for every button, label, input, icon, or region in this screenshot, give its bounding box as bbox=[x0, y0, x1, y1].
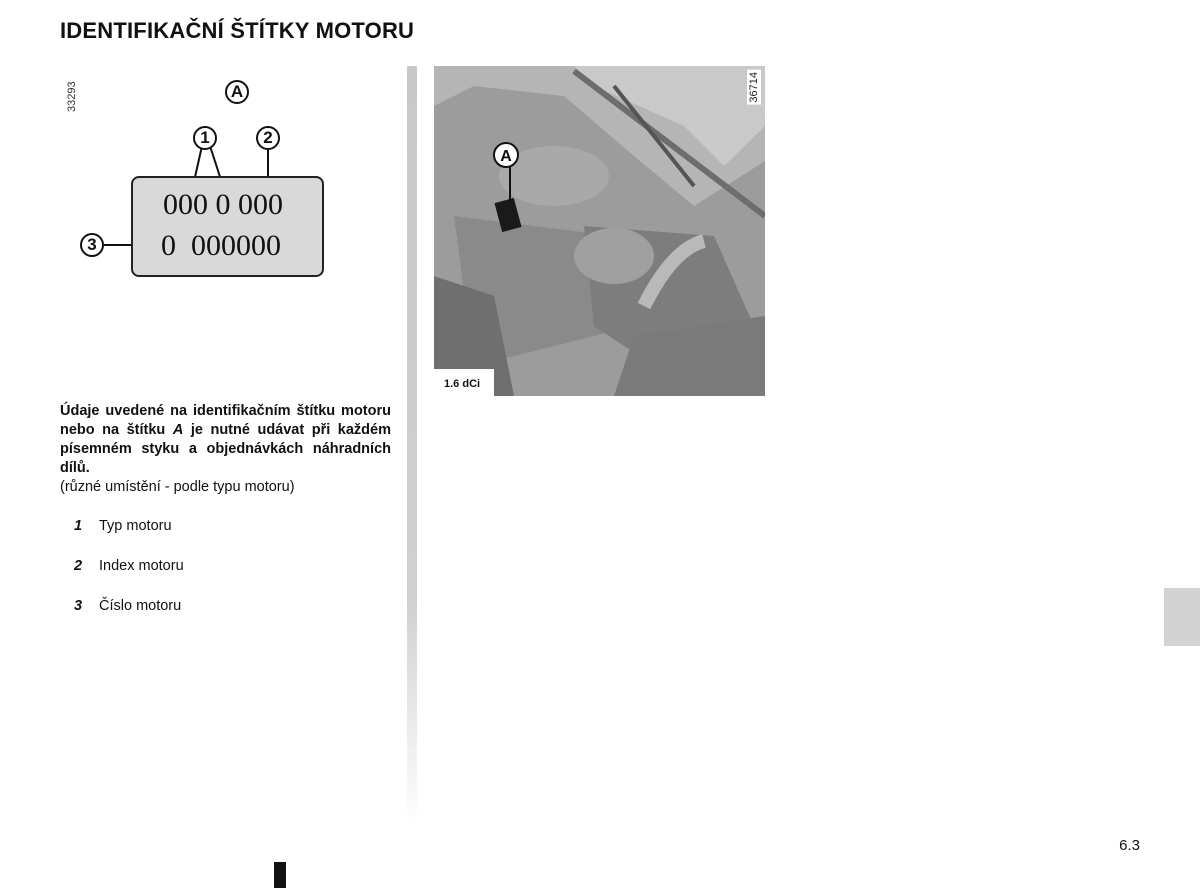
callout-1: 1 bbox=[193, 126, 217, 150]
list-item-number: 2 bbox=[74, 558, 83, 574]
section-tab bbox=[1164, 588, 1200, 646]
list-item-label: Typ motoru bbox=[99, 518, 172, 534]
intro-paragraph bbox=[60, 402, 391, 497]
engine-bay-drawing bbox=[434, 66, 765, 396]
label-a-circle bbox=[225, 80, 249, 104]
photo-ref-number: 36714 bbox=[748, 72, 760, 103]
list-item-number: 3 bbox=[74, 598, 83, 614]
intro-note: (různé umístění - podle typu motoru) bbox=[60, 479, 295, 495]
intro-bold-italic: A bbox=[172, 422, 184, 438]
photo-caption: 1.6 dCi bbox=[444, 378, 481, 390]
list-item-label: Index motoru bbox=[99, 558, 184, 574]
page-number: 6.3 bbox=[1119, 837, 1140, 854]
crop-mark bbox=[274, 862, 286, 888]
plate-line-2: 0 000000 bbox=[161, 229, 281, 262]
page-title: IDENTIFIKAČNÍ ŠTÍTKY MOTORU bbox=[60, 18, 415, 43]
list-item bbox=[74, 518, 394, 534]
list-item bbox=[74, 598, 394, 614]
intro-bold-1: Údaje uvedené na identifikačním štítku motoru nebo na štítku bbox=[60, 403, 391, 438]
list-item bbox=[74, 558, 394, 574]
list-item-number: 1 bbox=[74, 518, 83, 534]
photo-label-a: A bbox=[500, 148, 512, 165]
column-divider bbox=[407, 66, 417, 826]
figure-ref-number: 33293 bbox=[66, 81, 78, 112]
engine-id-plate bbox=[131, 176, 324, 277]
engine-bay-photo bbox=[434, 66, 765, 396]
list-item-label: Číslo motoru bbox=[99, 598, 182, 614]
label-a: A bbox=[230, 82, 244, 101]
callout-3: 3 bbox=[80, 233, 104, 257]
callout-2: 2 bbox=[256, 126, 280, 150]
intro-bold-2: je nutné udávat při každém písemném styku a objednávkách náhradních dílů. bbox=[60, 422, 391, 476]
plate-line-1: 000 0 000 bbox=[163, 188, 283, 221]
